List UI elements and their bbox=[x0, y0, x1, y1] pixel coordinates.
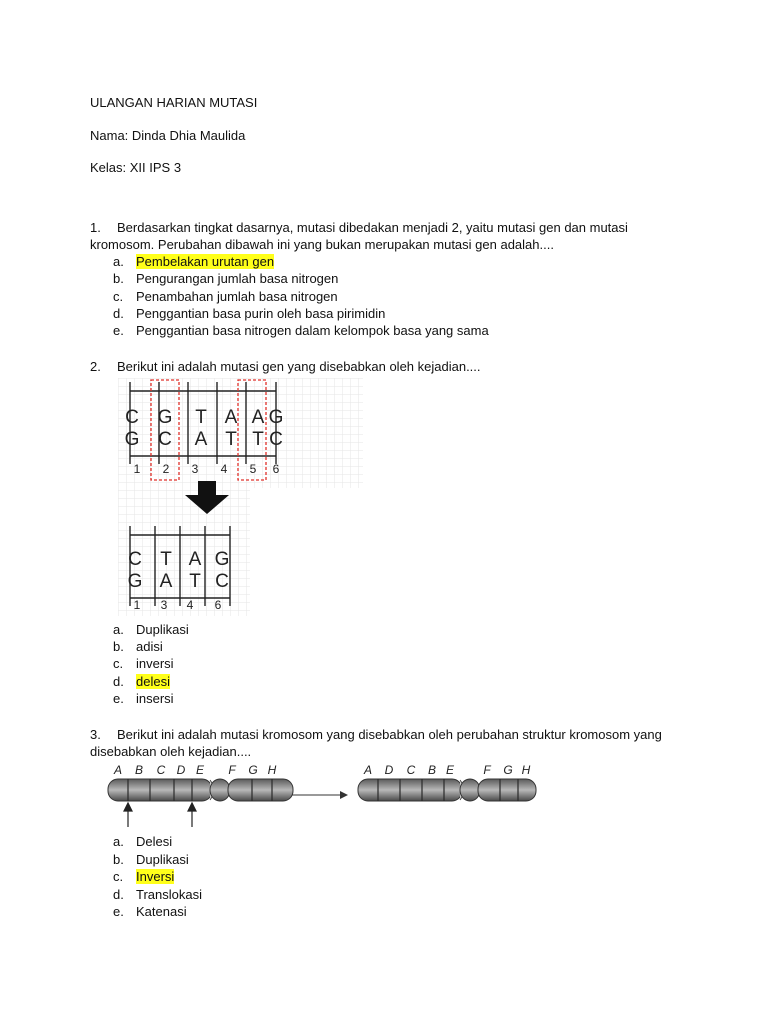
up-arrow-icon bbox=[188, 803, 196, 811]
q3-text-line1: Berikut ini adalah mutasi kromosom yang disebabkan oleh perubahan struktur kromosom yang bbox=[117, 727, 662, 742]
before-position-number: 5 bbox=[249, 462, 257, 476]
q1-option-e[interactable] bbox=[113, 322, 489, 339]
option-letter: d. bbox=[113, 887, 124, 902]
option-letter: d. bbox=[113, 306, 124, 321]
after-position-number: 4 bbox=[186, 598, 194, 612]
before-position-number: 4 bbox=[220, 462, 228, 476]
right-arrow-icon bbox=[292, 791, 348, 799]
q1-option-a[interactable] bbox=[113, 253, 274, 270]
q2-option-c[interactable] bbox=[113, 655, 174, 672]
q2-text-line1: Berikut ini adalah mutasi gen yang disebabkan oleh kejadian.... bbox=[117, 359, 481, 374]
chromosome-inversion-figure bbox=[106, 761, 566, 831]
figure-blank-area bbox=[250, 488, 363, 616]
option-text: delesi bbox=[136, 674, 170, 689]
option-text: Pengurangan jumlah basa nitrogen bbox=[136, 271, 339, 286]
q1-option-b[interactable] bbox=[113, 270, 338, 287]
student-class: Kelas: XII IPS 3 bbox=[90, 160, 182, 175]
student-name: Nama: Dinda Dhia Maulida bbox=[90, 128, 246, 143]
before-bottom-base: T bbox=[252, 429, 264, 450]
option-letter: a. bbox=[113, 254, 124, 269]
up-arrow-icon bbox=[124, 803, 132, 811]
option-letter: a. bbox=[113, 622, 124, 637]
option-letter: c. bbox=[113, 656, 124, 671]
option-text: adisi bbox=[136, 639, 163, 654]
after-top-base: G bbox=[214, 549, 230, 570]
q1-option-d[interactable] bbox=[113, 305, 385, 322]
option-text: insersi bbox=[136, 691, 174, 706]
before-bottom-base: C bbox=[158, 429, 172, 450]
q1-option-c[interactable] bbox=[113, 288, 338, 305]
after-bottom-base: T bbox=[189, 571, 201, 592]
q1-text-line1: Berdasarkan tingkat dasarnya, mutasi dibedakan menjadi 2, yaitu mutasi gen dan mutasi bbox=[117, 220, 628, 235]
before-bottom-base: C bbox=[269, 429, 283, 450]
q3-number: 3. bbox=[90, 727, 101, 742]
gene-label-before: D bbox=[176, 763, 186, 777]
option-text: Duplikasi bbox=[136, 852, 189, 867]
after-bottom-base: A bbox=[159, 571, 173, 592]
option-letter: b. bbox=[113, 639, 124, 654]
after-top-base: A bbox=[188, 549, 202, 570]
gene-label-after: F bbox=[483, 763, 491, 777]
gene-label-before: E bbox=[195, 763, 205, 777]
q3-option-d[interactable] bbox=[113, 886, 202, 903]
q2-option-e[interactable] bbox=[113, 690, 174, 707]
before-bottom-base: A bbox=[194, 429, 208, 450]
after-position-number: 3 bbox=[160, 598, 168, 612]
option-letter: b. bbox=[113, 271, 124, 286]
after-position-number: 1 bbox=[133, 598, 141, 612]
gene-label-after: A bbox=[363, 763, 373, 777]
gene-label-before: B bbox=[134, 763, 144, 777]
chromosome-after bbox=[358, 779, 536, 801]
before-top-base: G bbox=[268, 407, 284, 428]
before-bottom-base: G bbox=[124, 429, 140, 450]
dna-deletion-figure bbox=[118, 378, 363, 616]
option-letter: e. bbox=[113, 904, 124, 919]
gene-label-after: H bbox=[521, 763, 531, 777]
option-text: inversi bbox=[136, 656, 174, 671]
before-top-base: A bbox=[251, 407, 265, 428]
q2-option-d[interactable] bbox=[113, 673, 170, 690]
before-bottom-base: T bbox=[225, 429, 237, 450]
q2-number: 2. bbox=[90, 359, 101, 374]
break-point-arrows bbox=[124, 803, 196, 827]
after-position-number: 6 bbox=[214, 598, 222, 612]
doc-title: ULANGAN HARIAN MUTASI bbox=[90, 95, 258, 110]
before-top-base: G bbox=[157, 407, 173, 428]
option-letter: d. bbox=[113, 674, 124, 689]
q2-option-a[interactable] bbox=[113, 621, 189, 638]
gene-label-before: G bbox=[248, 763, 258, 777]
option-letter: e. bbox=[113, 323, 124, 338]
q2-option-b[interactable] bbox=[113, 638, 163, 655]
option-text: Delesi bbox=[136, 834, 173, 849]
gene-label-after: C bbox=[406, 763, 416, 777]
gene-label-before: F bbox=[228, 763, 236, 777]
before-top-base: T bbox=[195, 407, 207, 428]
option-letter: c. bbox=[113, 289, 124, 304]
after-top-base: T bbox=[160, 549, 172, 570]
q3-text-line2: disebabkan oleh kejadian.... bbox=[90, 744, 252, 759]
before-position-number: 1 bbox=[133, 462, 141, 476]
option-letter: a. bbox=[113, 834, 124, 849]
option-text: Pembelakan urutan gen bbox=[136, 254, 275, 269]
q3-option-a[interactable] bbox=[113, 833, 172, 850]
before-position-number: 3 bbox=[191, 462, 199, 476]
option-text: Penggantian basa purin oleh basa pirimidin bbox=[136, 306, 386, 321]
option-text: Inversi bbox=[136, 869, 175, 884]
after-bottom-base: G bbox=[127, 571, 143, 592]
before-top-base: A bbox=[224, 407, 238, 428]
option-letter: c. bbox=[113, 869, 124, 884]
gene-label-after: E bbox=[445, 763, 455, 777]
q1-text-line2: kromosom. Perubahan dibawah ini yang bukan merupakan mutasi gen adalah.... bbox=[90, 237, 554, 252]
q3-option-c[interactable] bbox=[113, 868, 174, 885]
gene-label-after: D bbox=[384, 763, 394, 777]
before-position-number: 2 bbox=[162, 462, 170, 476]
gene-label-after: B bbox=[427, 763, 437, 777]
chromosome-before bbox=[108, 779, 293, 801]
q1-number: 1. bbox=[90, 220, 101, 235]
after-bottom-base: C bbox=[215, 571, 229, 592]
option-text: Translokasi bbox=[136, 887, 202, 902]
gene-label-before: H bbox=[267, 763, 277, 777]
option-letter: e. bbox=[113, 691, 124, 706]
gene-label-after: G bbox=[503, 763, 513, 777]
option-text: Penambahan jumlah basa nitrogen bbox=[136, 289, 338, 304]
q3-option-b[interactable] bbox=[113, 851, 189, 868]
option-letter: b. bbox=[113, 852, 124, 867]
q3-option-e[interactable] bbox=[113, 903, 187, 920]
after-top-base: C bbox=[128, 549, 142, 570]
option-text: Katenasi bbox=[136, 904, 187, 919]
option-text: Duplikasi bbox=[136, 622, 189, 637]
gene-label-before: A bbox=[113, 763, 123, 777]
before-top-base: C bbox=[125, 407, 139, 428]
option-text: Penggantian basa nitrogen dalam kelompok basa yang sama bbox=[136, 323, 489, 338]
before-position-number: 6 bbox=[272, 462, 280, 476]
gene-label-before: C bbox=[156, 763, 166, 777]
